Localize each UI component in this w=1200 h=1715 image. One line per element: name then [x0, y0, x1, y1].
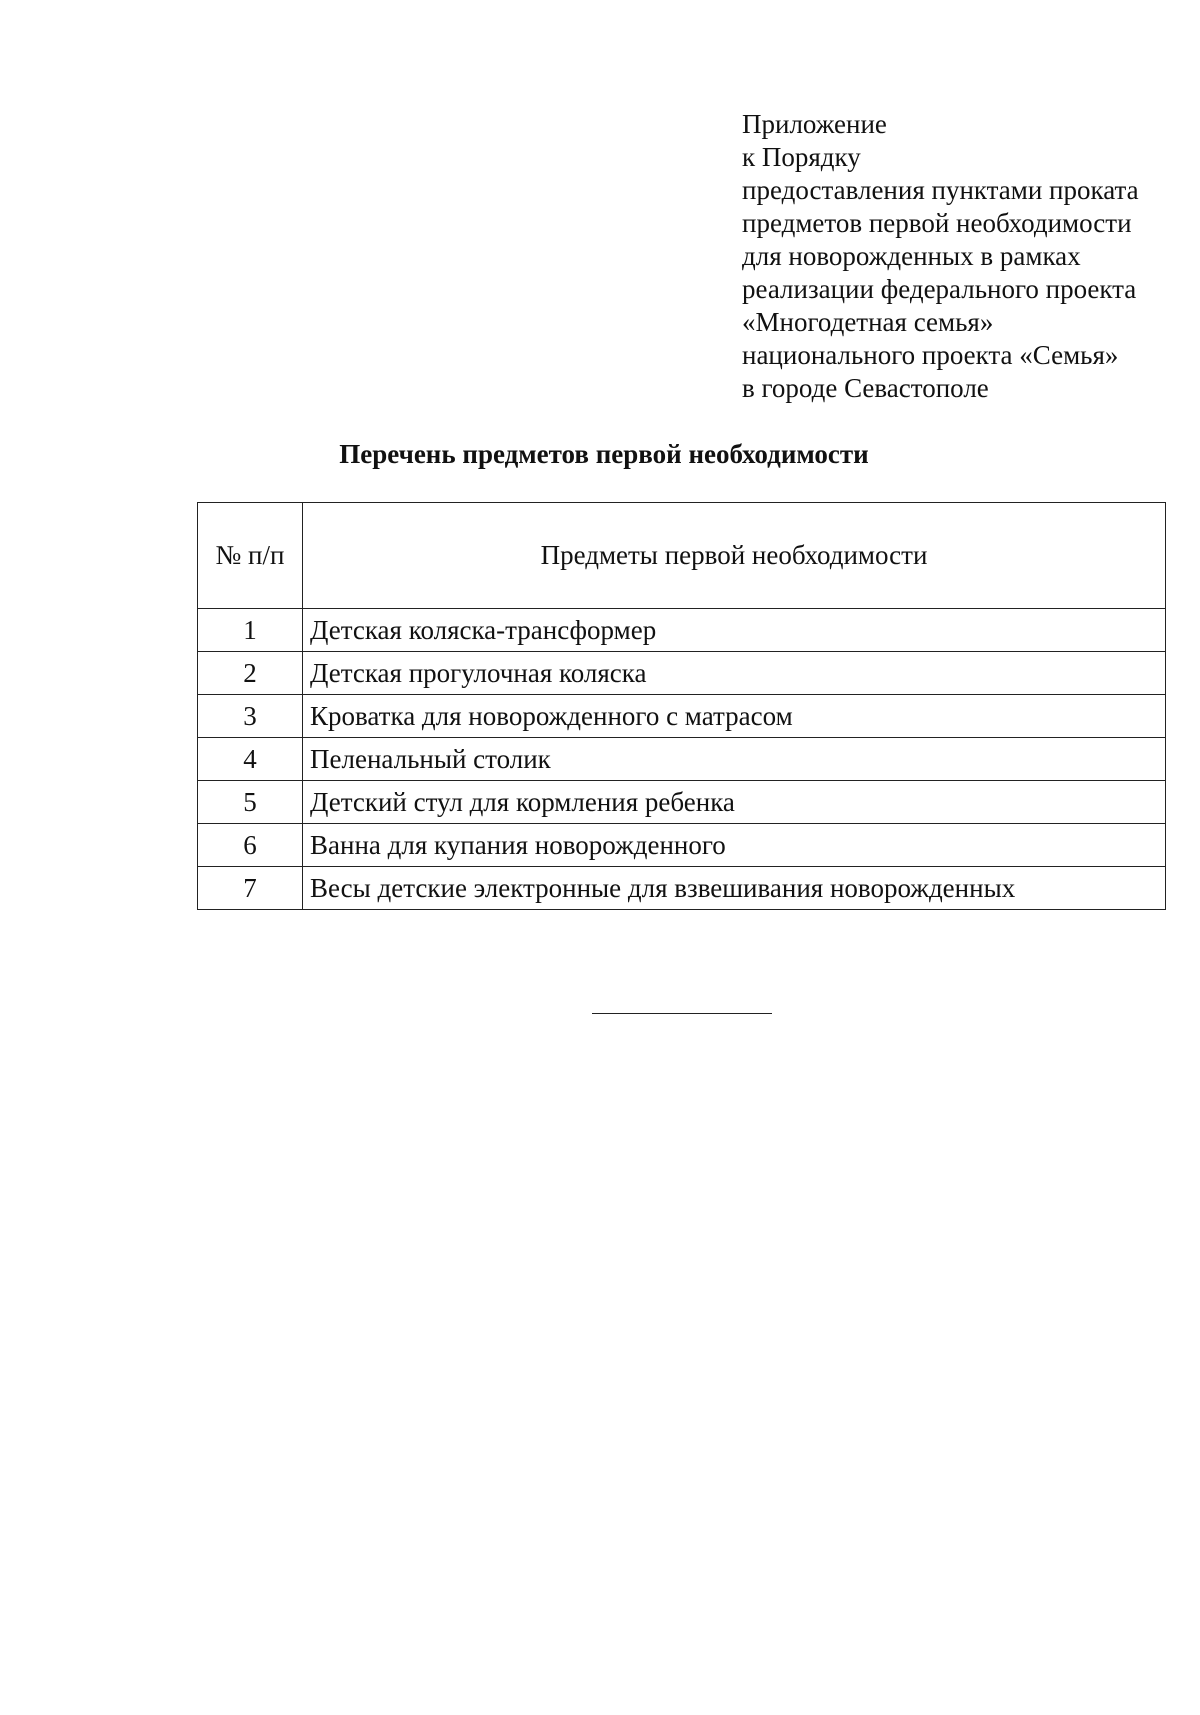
row-number: 3	[198, 695, 303, 738]
row-item: Кроватка для новорожденного с матрасом	[303, 695, 1166, 738]
row-item: Пеленальный столик	[303, 738, 1166, 781]
row-item: Весы детские электронные для взвешивания новорожденных	[303, 867, 1166, 910]
column-header-item: Предметы первой необходимости	[303, 503, 1166, 609]
appendix-line: предоставления пунктами проката	[742, 175, 1139, 205]
document-title: Перечень предметов первой необходимости	[339, 439, 869, 469]
row-item: Детский стул для кормления ребенка	[303, 781, 1166, 824]
table-row	[198, 738, 1166, 781]
table-header-row	[198, 503, 1166, 609]
appendix-line: национального проекта «Семья»	[742, 340, 1119, 370]
items-table	[197, 502, 1166, 910]
table-row	[198, 867, 1166, 910]
appendix-line: к Порядку	[742, 142, 861, 172]
row-number: 7	[198, 867, 303, 910]
appendix-line: Приложение	[742, 109, 887, 139]
appendix-line: «Многодетная семья»	[742, 307, 994, 337]
row-item: Ванна для купания новорожденного	[303, 824, 1166, 867]
row-number: 6	[198, 824, 303, 867]
table-row	[198, 609, 1166, 652]
appendix-line: для новорожденных в рамках	[742, 241, 1081, 271]
appendix-line: реализации федерального проекта	[742, 274, 1137, 304]
row-number: 1	[198, 609, 303, 652]
row-number: 5	[198, 781, 303, 824]
table-row	[198, 824, 1166, 867]
column-header-number: № п/п	[198, 503, 303, 609]
appendix-block	[742, 108, 1162, 405]
appendix-line: предметов первой необходимости	[742, 208, 1132, 238]
table-row	[198, 695, 1166, 738]
appendix-line: в городе Севастополе	[742, 373, 989, 403]
table-row	[198, 652, 1166, 695]
end-separator-line	[592, 1013, 772, 1014]
row-item: Детская коляска-трансформер	[303, 609, 1166, 652]
row-number: 4	[198, 738, 303, 781]
row-item: Детская прогулочная коляска	[303, 652, 1166, 695]
row-number: 2	[198, 652, 303, 695]
table-row	[198, 781, 1166, 824]
